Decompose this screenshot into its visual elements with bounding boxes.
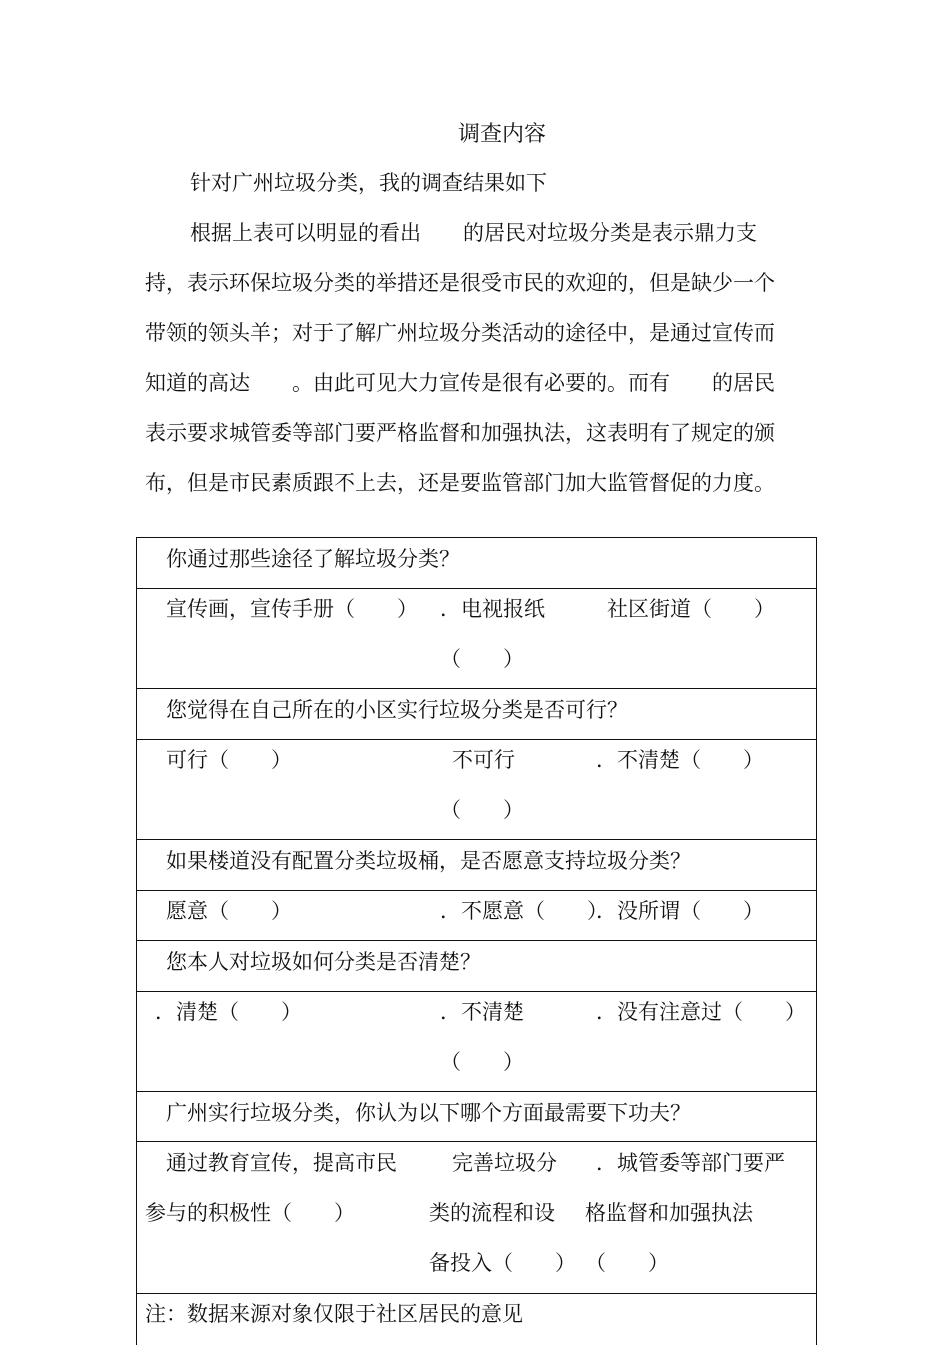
paragraph-line: 带领的领头羊；对于了解广州垃圾分类活动的途径中，是通过宣传而	[145, 321, 775, 345]
q4-option-c: ．没有注意过（ ）	[596, 1000, 806, 1024]
q3-option-a: 愿意（ ）	[166, 899, 292, 923]
table-divider	[136, 588, 817, 589]
table-divider	[136, 940, 817, 941]
paragraph-line: 表示要求城管委等部门要严格监督和加强执法，这表明有了规定的颁	[145, 421, 775, 445]
q5-option-b: 类的流程和设	[429, 1201, 555, 1225]
paragraph-line: 根据上表可以明显的看出 的居民对垃圾分类是表示鼎力支	[190, 221, 757, 245]
page-title: 调查内容	[458, 122, 547, 147]
table-divider	[136, 1293, 817, 1294]
q1-option-a: 宣传画，宣传手册（ ）	[166, 597, 418, 621]
q3-option-c: ．没所谓（ ）	[596, 899, 764, 923]
paragraph-line: 布，但是市民素质跟不上去，还是要监管部门加大监管督促的力度。	[145, 471, 775, 495]
q5-option-c: ．城管委等部门要严	[596, 1151, 785, 1175]
q2-option-b: 不可行	[452, 748, 515, 772]
question-1: 你通过那些途径了解垃圾分类？	[166, 547, 460, 571]
paragraph-line: 知道的高达 。由此可见大力宣传是很有必要的。而有 的居民	[145, 371, 775, 395]
q5-option-c: 格监督和加强执法	[585, 1201, 753, 1225]
table-divider	[136, 839, 817, 840]
table-divider	[136, 688, 817, 689]
q2-option-c: ．不清楚（ ）	[596, 748, 764, 772]
q1-option-c: 社区街道（ ）	[607, 597, 775, 621]
question-3: 如果楼道没有配置分类垃圾桶，是否愿意支持垃圾分类？	[166, 849, 691, 873]
q1-option-b: ．电视报纸	[440, 597, 545, 621]
q4-option-b-blank: （ ）	[440, 1050, 524, 1074]
q2-option-a: 可行（ ）	[166, 748, 292, 772]
q5-option-a: 参与的积极性（ ）	[145, 1201, 355, 1225]
q4-option-b: ．不清楚	[440, 1000, 524, 1024]
q5-option-b: 完善垃圾分	[452, 1151, 557, 1175]
question-2: 您觉得在自己所在的小区实行垃圾分类是否可行？	[166, 698, 628, 722]
table-divider	[136, 739, 817, 740]
table-divider	[136, 991, 817, 992]
q5-option-a: 通过教育宣传，提高市民	[166, 1151, 397, 1175]
table-divider	[136, 1141, 817, 1142]
q5-option-b: 备投入（ ）	[429, 1251, 576, 1275]
question-5: 广州实行垃圾分类，你认为以下哪个方面最需要下功夫？	[166, 1101, 691, 1125]
q3-option-b: ．不愿意（ ）	[440, 899, 608, 923]
paragraph-line: 持，表示环保垃圾分类的举措还是很受市民的欢迎的，但是缺少一个	[145, 271, 775, 295]
q4-option-a: ．清楚（ ）	[155, 1000, 302, 1024]
q2-option-b-blank: （ ）	[440, 798, 524, 822]
question-4: 您本人对垃圾如何分类是否清楚？	[166, 950, 481, 974]
data-source-note: 注：数据来源对象仅限于社区居民的意见	[145, 1302, 523, 1326]
q1-option-b-blank: （ ）	[440, 647, 524, 671]
table-divider	[136, 890, 817, 891]
q5-option-c: （ ）	[585, 1251, 669, 1275]
table-divider	[136, 1091, 817, 1092]
intro-text: 针对广州垃圾分类，我的调查结果如下	[190, 171, 547, 195]
